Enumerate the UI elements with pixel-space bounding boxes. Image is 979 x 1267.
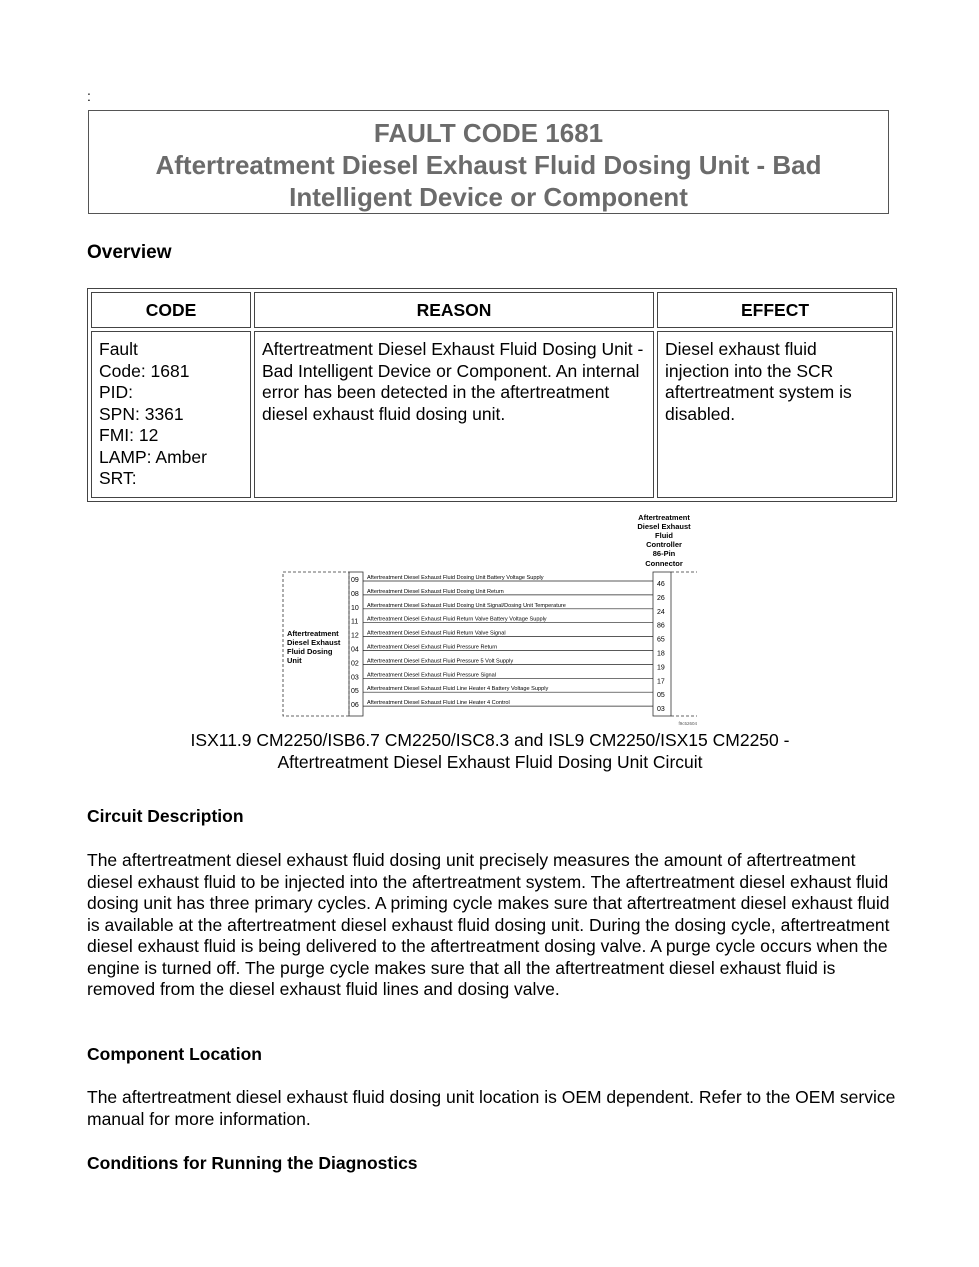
header-reason: REASON: [254, 292, 654, 328]
left-pin-label: 03: [351, 674, 359, 682]
right-pin-label: 18: [657, 650, 665, 658]
unit-label-line: Unit: [287, 656, 302, 665]
fault-code-table: [87, 288, 897, 502]
wire-label: Aftertreatment Diesel Exhaust Fluid Line Heater 4 Control: [367, 700, 510, 707]
diagram-caption: [140, 730, 840, 773]
left-pin-label: 02: [351, 660, 359, 668]
wire-label: Aftertreatment Diesel Exhaust Fluid Dosing Unit Signal/Dosing Unit Temperature: [367, 602, 566, 609]
left-pin-label: 06: [351, 702, 359, 710]
circuit-description-heading: Circuit Description: [87, 806, 244, 826]
table-header-row: [91, 292, 893, 328]
wire-label: Aftertreatment Diesel Exhaust Fluid Dosing Unit Battery Voltage Supply: [367, 575, 544, 581]
controller-label-line: Connector: [645, 559, 683, 568]
right-pin-label: 19: [657, 664, 665, 672]
wire-label: Aftertreatment Diesel Exhaust Fluid Pressure Return: [367, 644, 498, 651]
left-pin-label: 12: [351, 632, 359, 640]
left-pin-label: 11: [351, 618, 359, 626]
right-pin-label: 86: [657, 622, 665, 630]
figure-id: f9c52604: [678, 721, 697, 726]
caption-line1: ISX11.9 CM2250/ISB6.7 CM2250/ISC8.3 and ISL9 CM2250/ISX15 CM2250 -: [190, 730, 790, 750]
header-effect: EFFECT: [657, 292, 893, 328]
overview-heading: Overview: [87, 242, 172, 263]
effect-cell: Diesel exhaust fluid injection into the SCR aftertreatment system is disabled.: [657, 331, 893, 498]
circuit-description-text: The aftertreatment diesel exhaust fluid dosing unit precisely measures the amount of aftertreatment diesel exhaust fluid to be injected into the aftertreatment system. The aftertreatment diesel exhaust fluid dosing unit has three primary cycles. A priming cycle makes sure that aftertreatment diesel exhaust fluid is available at the aftertreatment diesel exhaust fluid dosing unit. During the dosing cycle, aftertreatment diesel exhaust fluid is being delivered to the aftertreatment dosing valve. A purge cycle occurs when the engine is turned off. The purge cycle makes sure that all the aftertreatment diesel exhaust fluid is removed from the diesel exhaust fluid lines and dosing valve.: [87, 850, 890, 999]
wire-label: Aftertreatment Diesel Exhaust Fluid Return Valve Battery Voltage Supply: [367, 616, 547, 623]
conditions-heading: Conditions for Running the Diagnostics: [87, 1153, 418, 1173]
right-pin-label: 05: [657, 692, 665, 700]
right-pin-label: 46: [657, 581, 665, 588]
component-location-text: The aftertreatment diesel exhaust fluid dosing unit location is OEM dependent. Refer to the OEM service manual for more information.: [87, 1087, 896, 1129]
left-pin-label: 10: [351, 604, 359, 612]
right-pin-label: 26: [657, 594, 665, 602]
fault-code-subtitle-line2: Intelligent Device or Component: [289, 182, 688, 212]
fault-code-subtitle-line1: Aftertreatment Diesel Exhaust Fluid Dosing Unit - Bad: [155, 150, 822, 180]
controller-label-line: Controller: [646, 540, 682, 549]
code-line: LAMP: Amber: [99, 446, 207, 467]
code-line: SPN: 3361: [99, 403, 184, 424]
right-pin-label: 17: [657, 678, 665, 686]
unit-label-line: Diesel Exhaust: [287, 638, 341, 647]
caption-line2: Aftertreatment Diesel Exhaust Fluid Dosing Unit Circuit: [277, 751, 703, 772]
code-line: FMI: 12: [99, 425, 159, 445]
left-pin-label: 09: [351, 577, 359, 584]
code-line: Fault: [99, 339, 138, 359]
code-cell: [91, 331, 251, 498]
code-line: Code: 1681: [99, 360, 190, 381]
leading-colon: :: [87, 88, 91, 104]
fault-code-title-box: [88, 110, 889, 214]
component-location-heading: Component Location: [87, 1044, 262, 1064]
unit-label-line: Aftertreatment: [287, 629, 339, 638]
right-pin-label: 24: [657, 608, 665, 616]
left-pin-label: 04: [351, 646, 359, 654]
right-pin-label: 03: [657, 706, 665, 714]
table-row: [91, 331, 893, 498]
wire-label: Aftertreatment Diesel Exhaust Fluid Dosing Unit Return: [367, 588, 504, 595]
left-pin-label: 05: [351, 688, 359, 696]
controller-label-line: 86-Pin: [652, 549, 676, 558]
wire-label: Aftertreatment Diesel Exhaust Fluid Line Heater 4 Battery Voltage Supply: [367, 686, 549, 693]
controller-label-line: Diesel Exhaust: [637, 522, 691, 531]
fault-code-title: FAULT CODE 1681: [373, 118, 604, 148]
controller-label-line: Aftertreatment: [638, 513, 690, 522]
code-line: PID:: [99, 382, 134, 402]
wire-label: Aftertreatment Diesel Exhaust Fluid Return Valve Signal: [367, 630, 506, 637]
right-pin-label: 65: [657, 636, 665, 644]
controller-label-line: Fluid: [655, 531, 673, 540]
wire-label: Aftertreatment Diesel Exhaust Fluid Pressure Signal: [367, 672, 497, 679]
code-line: SRT:: [99, 468, 137, 488]
header-code: CODE: [91, 292, 251, 328]
reason-cell: Aftertreatment Diesel Exhaust Fluid Dosing Unit - Bad Intelligent Device or Component. An internal error has been detected in the aftertreatment diesel exhaust fluid dosing unit.: [254, 331, 654, 498]
dosing-unit-circuit-diagram: [281, 510, 701, 728]
left-pin-label: 08: [351, 590, 359, 598]
unit-label-line: Fluid Dosing: [287, 647, 333, 656]
wire-label: Aftertreatment Diesel Exhaust Fluid Pressure 5 Volt Supply: [367, 658, 514, 665]
